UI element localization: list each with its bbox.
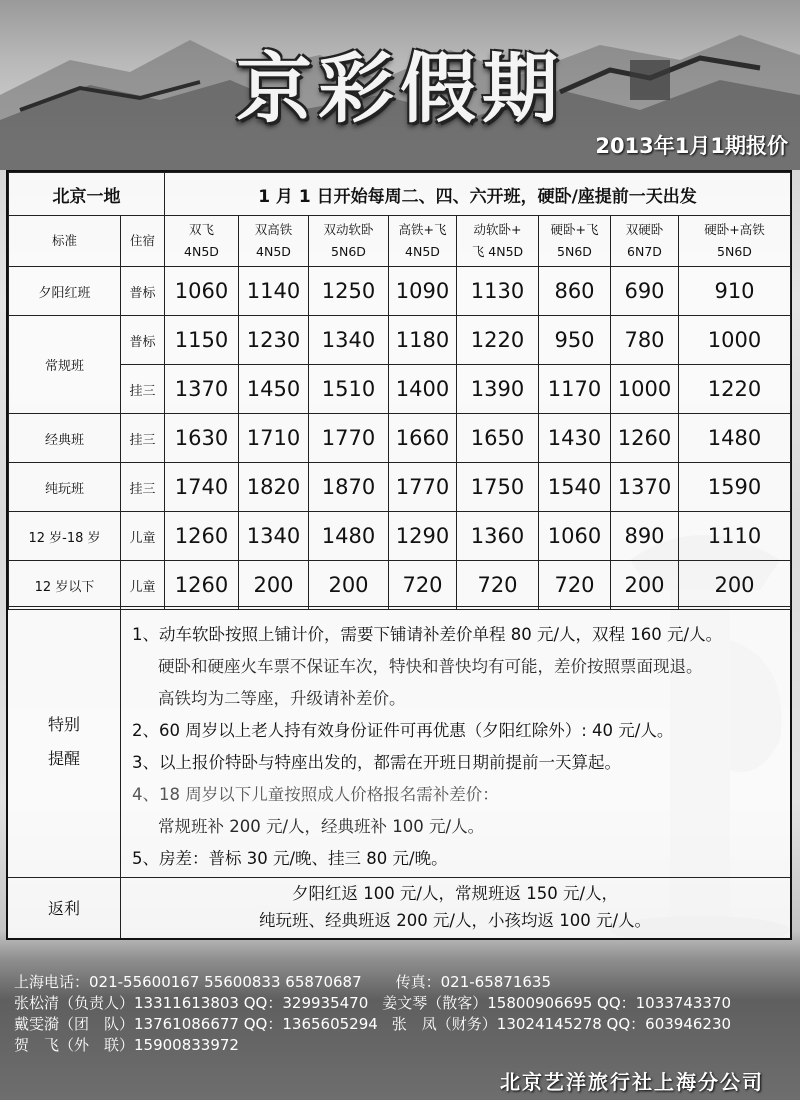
note-line: 5、房差：普标 30 元/晚、挂三 80 元/晚。 bbox=[132, 849, 448, 868]
category-cell: 经典班 bbox=[9, 414, 121, 463]
room-cell: 挂三 bbox=[121, 414, 165, 463]
price-cell: 1540 bbox=[539, 463, 611, 512]
price-sheet bbox=[6, 170, 792, 940]
price-cell: 1370 bbox=[611, 463, 679, 512]
company-name: 北京艺洋旅行社上海分公司 bbox=[500, 1070, 764, 1094]
table-row bbox=[9, 463, 791, 512]
table-row bbox=[9, 561, 791, 610]
contact-line bbox=[14, 993, 794, 1014]
category-cell: 常规班 bbox=[9, 316, 121, 414]
route-header: 双飞 4N5D bbox=[165, 216, 239, 267]
price-cell: 910 bbox=[679, 267, 791, 316]
price-cell: 1060 bbox=[539, 512, 611, 561]
contact-line bbox=[14, 1035, 794, 1056]
route-header: 硬卧+高铁 5N6D bbox=[679, 216, 791, 267]
price-cell: 1740 bbox=[165, 463, 239, 512]
rebate-label: 返利 bbox=[8, 876, 121, 938]
price-cell: 1260 bbox=[165, 561, 239, 610]
table-row bbox=[9, 316, 791, 365]
rebate-section bbox=[8, 876, 790, 938]
price-cell: 1750 bbox=[457, 463, 539, 512]
price-cell: 1430 bbox=[539, 414, 611, 463]
price-cell: 1510 bbox=[309, 365, 389, 414]
price-cell: 1250 bbox=[309, 267, 389, 316]
price-cell: 1820 bbox=[239, 463, 309, 512]
room-cell: 挂三 bbox=[121, 365, 165, 414]
price-cell: 1000 bbox=[679, 316, 791, 365]
brand-title: 京彩假期 bbox=[236, 44, 564, 133]
price-cell: 1480 bbox=[679, 414, 791, 463]
price-cell: 1260 bbox=[611, 414, 679, 463]
price-cell: 1390 bbox=[457, 365, 539, 414]
route-header: 动软卧+ 飞 4N5D bbox=[457, 216, 539, 267]
schedule-cell: 1 月 1 日开始每周二、四、六开班，硬卧/座提前一天出发 bbox=[165, 173, 791, 216]
price-cell: 1220 bbox=[457, 316, 539, 365]
room-cell: 儿童 bbox=[121, 561, 165, 610]
room-cell: 儿童 bbox=[121, 512, 165, 561]
price-cell: 1770 bbox=[309, 414, 389, 463]
table-row bbox=[9, 365, 791, 414]
room-cell: 挂三 bbox=[121, 463, 165, 512]
route-header: 高铁+飞 4N5D bbox=[389, 216, 457, 267]
price-cell: 1340 bbox=[309, 316, 389, 365]
route-header-row bbox=[9, 216, 791, 267]
note-line: 硬卧和硬座火车票不保证车次，特快和普快均有可能，差价按照票面现退。 bbox=[158, 657, 703, 676]
contact-person: 戴雯漪（团 队）13761086677 QQ：1365605294 bbox=[14, 1015, 378, 1033]
price-cell: 200 bbox=[239, 561, 309, 610]
notes-label: 特别 提醒 bbox=[8, 607, 121, 877]
price-cell: 1660 bbox=[389, 414, 457, 463]
price-cell: 890 bbox=[611, 512, 679, 561]
special-notes-section bbox=[8, 606, 790, 878]
price-cell: 200 bbox=[679, 561, 791, 610]
accommodation-header: 住宿 bbox=[121, 216, 165, 267]
phone-numbers: 上海电话：021-55600167 55600833 65870687 bbox=[14, 973, 362, 991]
price-cell: 1360 bbox=[457, 512, 539, 561]
issue-date: 2013年1月1期报价 bbox=[595, 134, 788, 158]
standard-header: 标准 bbox=[9, 216, 121, 267]
price-cell: 780 bbox=[611, 316, 679, 365]
price-cell: 1060 bbox=[165, 267, 239, 316]
contact-person: 贺 飞（外 联）15900833972 bbox=[14, 1036, 239, 1054]
price-cell: 1000 bbox=[611, 365, 679, 414]
price-cell: 1650 bbox=[457, 414, 539, 463]
price-cell: 1870 bbox=[309, 463, 389, 512]
price-cell: 1140 bbox=[239, 267, 309, 316]
price-cell: 1230 bbox=[239, 316, 309, 365]
category-cell: 12 岁以下 bbox=[9, 561, 121, 610]
price-cell: 950 bbox=[539, 316, 611, 365]
price-cell: 720 bbox=[539, 561, 611, 610]
note-line: 4、18 周岁以下儿童按照成人价格报名需补差价： bbox=[132, 785, 499, 804]
rebate-line: 夕阳红返 100 元/人，常规班返 150 元/人， bbox=[291, 884, 619, 903]
price-cell: 690 bbox=[611, 267, 679, 316]
note-line: 2、60 周岁以上老人持有效身份证件可再优惠（夕阳红除外）: 40 元/人。 bbox=[132, 721, 674, 740]
category-cell: 夕阳红班 bbox=[9, 267, 121, 316]
room-cell: 普标 bbox=[121, 267, 165, 316]
route-header: 双高铁 4N5D bbox=[239, 216, 309, 267]
contact-line bbox=[14, 1014, 794, 1035]
room-cell: 普标 bbox=[121, 316, 165, 365]
note-line: 高铁均为二等座，升级请补差价。 bbox=[158, 689, 406, 708]
category-cell: 纯玩班 bbox=[9, 463, 121, 512]
price-cell: 1590 bbox=[679, 463, 791, 512]
price-cell: 1770 bbox=[389, 463, 457, 512]
fax-number: 传真：021-65871635 bbox=[395, 973, 552, 991]
price-table bbox=[8, 172, 791, 610]
contact-person: 张 凤（财务）13024145278 QQ：603946230 bbox=[391, 1015, 732, 1033]
price-cell: 720 bbox=[389, 561, 457, 610]
note-line: 1、动车软卧按照上铺计价，需要下铺请补差价单程 80 元/人，双程 160 元/人。 bbox=[132, 625, 723, 644]
region-cell: 北京一地 bbox=[9, 173, 165, 216]
price-cell: 200 bbox=[309, 561, 389, 610]
price-cell: 1400 bbox=[389, 365, 457, 414]
rebate-body bbox=[120, 880, 790, 934]
contact-person: 姜文琴（散客）15800906695 QQ：1033743370 bbox=[382, 994, 732, 1012]
price-cell: 1710 bbox=[239, 414, 309, 463]
category-cell: 12 岁-18 岁 bbox=[9, 512, 121, 561]
price-cell: 1630 bbox=[165, 414, 239, 463]
price-cell: 1290 bbox=[389, 512, 457, 561]
price-cell: 1150 bbox=[165, 316, 239, 365]
table-row bbox=[9, 512, 791, 561]
notes-body bbox=[132, 619, 782, 875]
table-row bbox=[9, 414, 791, 463]
route-header: 双动软卧 5N6D bbox=[309, 216, 389, 267]
price-cell: 1130 bbox=[457, 267, 539, 316]
price-cell: 1180 bbox=[389, 316, 457, 365]
price-cell: 1170 bbox=[539, 365, 611, 414]
route-header: 硬卧+飞 5N6D bbox=[539, 216, 611, 267]
price-cell: 1450 bbox=[239, 365, 309, 414]
price-cell: 1110 bbox=[679, 512, 791, 561]
price-cell: 1370 bbox=[165, 365, 239, 414]
contact-info bbox=[14, 972, 794, 1056]
note-line: 3、以上报价特卧与特座出发的，都需在开班日期前提前一天算起。 bbox=[132, 753, 621, 772]
price-cell: 1260 bbox=[165, 512, 239, 561]
price-cell: 860 bbox=[539, 267, 611, 316]
route-header: 双硬卧 6N7D bbox=[611, 216, 679, 267]
rebate-line: 纯玩班、经典班返 200 元/人，小孩均返 100 元/人。 bbox=[258, 911, 652, 930]
price-cell: 720 bbox=[457, 561, 539, 610]
price-cell: 1480 bbox=[309, 512, 389, 561]
table-header-row bbox=[9, 173, 791, 216]
table-row bbox=[9, 267, 791, 316]
contact-person: 张松清（负责人）13311613803 QQ：329935470 bbox=[14, 994, 369, 1012]
contact-line bbox=[14, 972, 794, 993]
price-cell: 1340 bbox=[239, 512, 309, 561]
price-cell: 1090 bbox=[389, 267, 457, 316]
price-cell: 200 bbox=[611, 561, 679, 610]
price-cell: 1220 bbox=[679, 365, 791, 414]
note-line: 常规班补 200 元/人，经典班补 100 元/人。 bbox=[158, 817, 485, 836]
